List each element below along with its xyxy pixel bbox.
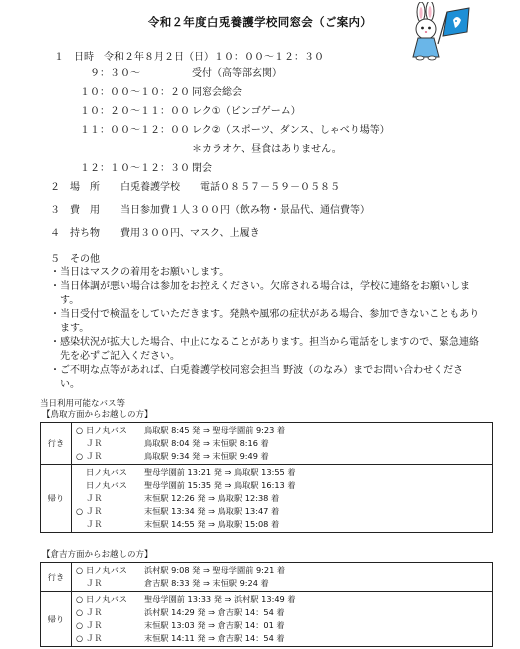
table-row xyxy=(41,592,493,647)
route-item: ○ ＪＲ 浜村駅 14:29 発 ⇒ 倉吉駅 14：54 着 xyxy=(76,607,285,617)
kurayoshi-heading: 【倉吉方面からお越しの方】 xyxy=(42,550,153,560)
route-item: ○ ＪＲ 末恒駅 14:11 発 ⇒ 倉吉駅 14：54 着 xyxy=(76,633,285,643)
table-row xyxy=(41,465,493,533)
table-row xyxy=(41,423,493,465)
schedule-note: ＊カラオケ、昼食はありません。 xyxy=(192,144,342,155)
notes-list xyxy=(50,266,480,392)
bus-section-heading: 当日利用可能なバス等 xyxy=(40,399,126,409)
table-row xyxy=(41,563,493,592)
kurayoshi-bus-table xyxy=(40,562,493,647)
schedule-row: ９：３０～ 受付（高等部玄関） xyxy=(80,68,282,79)
route-item: ○ ＪＲ 鳥取駅 9:34 発 ⇒ 末恒駅 9:49 着 xyxy=(76,451,269,461)
item-place: ２ 場 所 白兎養護学校 電話０８５７－５９－０５８５ xyxy=(50,182,340,193)
schedule-row: １０：２０～１１：００ レク①（ビンゴゲーム） xyxy=(80,106,301,117)
direction-go-label: 行き xyxy=(41,423,72,465)
note-item: ・当日はマスクの着用をお願いします。 xyxy=(50,267,230,278)
schedule-row: １１：００～１２：００ レク②（スポーツ、ダンス、しゃべり場等） xyxy=(80,125,390,136)
rabbit-mascot-illustration xyxy=(405,2,471,62)
schedule-row: １２：１０～１２：３０ 閉会 xyxy=(80,163,212,174)
schedule-row: １０：００～１０：２０ 同窓会総会 xyxy=(80,87,242,98)
item-date: １ 日時 令和２年８月２日（日）１０：００～１２：３０ xyxy=(54,52,324,63)
route-item: ＪＲ 鳥取駅 8:04 発 ⇒ 末恒駅 8:16 着 xyxy=(86,438,269,448)
route-list xyxy=(72,563,493,592)
direction-back-label: 帰り xyxy=(41,465,72,533)
route-item: ○ ＪＲ 末恒駅 13:34 発 ⇒ 鳥取駅 13:47 着 xyxy=(76,506,280,516)
route-item: ＪＲ 末恒駅 14:55 発 ⇒ 鳥取駅 15:08 着 xyxy=(86,519,280,529)
tottori-heading: 【鳥取方面からお越しの方】 xyxy=(42,410,153,420)
route-item: ＪＲ 倉吉駅 8:33 発 ⇒ 末恒駅 9:24 着 xyxy=(86,578,269,588)
tottori-bus-table xyxy=(40,422,493,533)
route-item: ○ 日ノ丸バス 聖母学園前 13:33 発 ⇒ 浜村駅 13:49 着 xyxy=(76,594,296,604)
direction-back-label: 帰り xyxy=(41,592,72,647)
note-item: ・当日受付で検温をしていただきます。発熱や風邪の症状がある場合、参加できないこともあります。 xyxy=(50,309,480,334)
note-item: ・当日体調が悪い場合は参加をお控えください。欠席される場合は，学校に連絡をお願いします。 xyxy=(50,281,470,306)
item-bring: ４ 持ち物 費用３００円、マスク、上履き xyxy=(50,228,260,239)
page-title: 令和２年度白兎養護学校同窓会（ご案内） xyxy=(147,15,373,29)
item-other-heading: ５ その他 xyxy=(50,254,100,265)
route-list xyxy=(72,423,493,465)
schedule-list xyxy=(80,67,500,176)
note-item: ・感染状況が拡大した場合、中止になることがあります。担当から電話をしますので、緊急連絡先を必ずご記入ください。 xyxy=(50,337,479,362)
direction-go-label: 行き xyxy=(41,563,72,592)
route-item: ＪＲ 末恒駅 12:26 発 ⇒ 鳥取駅 12:38 着 xyxy=(86,493,280,503)
route-list xyxy=(72,592,493,647)
route-item: ○ 日ノ丸バス 浜村駅 9:08 発 ⇒ 聖母学園前 9:21 着 xyxy=(76,565,286,575)
route-item: 日ノ丸バス 聖母学園前 15:35 発 ⇒ 鳥取駅 16:13 着 xyxy=(86,480,296,490)
route-item: ○ ＪＲ 末恒駅 13:03 発 ⇒ 倉吉駅 14：01 着 xyxy=(76,620,285,630)
note-item: ・ご不明な点等があれば、白兎養護学校同窓会担当 野波（のなみ）までお問い合わせください。 xyxy=(50,365,464,390)
route-item: 日ノ丸バス 聖母学園前 13:21 発 ⇒ 鳥取駅 13:55 着 xyxy=(86,467,296,477)
route-item: ○ 日ノ丸バス 鳥取駅 8:45 発 ⇒ 聖母学園前 9:23 着 xyxy=(76,425,286,435)
route-list xyxy=(72,465,493,533)
item-cost: ３ 費 用 当日参加費１人３００円（飲み物・景品代、通信費等） xyxy=(50,205,370,216)
